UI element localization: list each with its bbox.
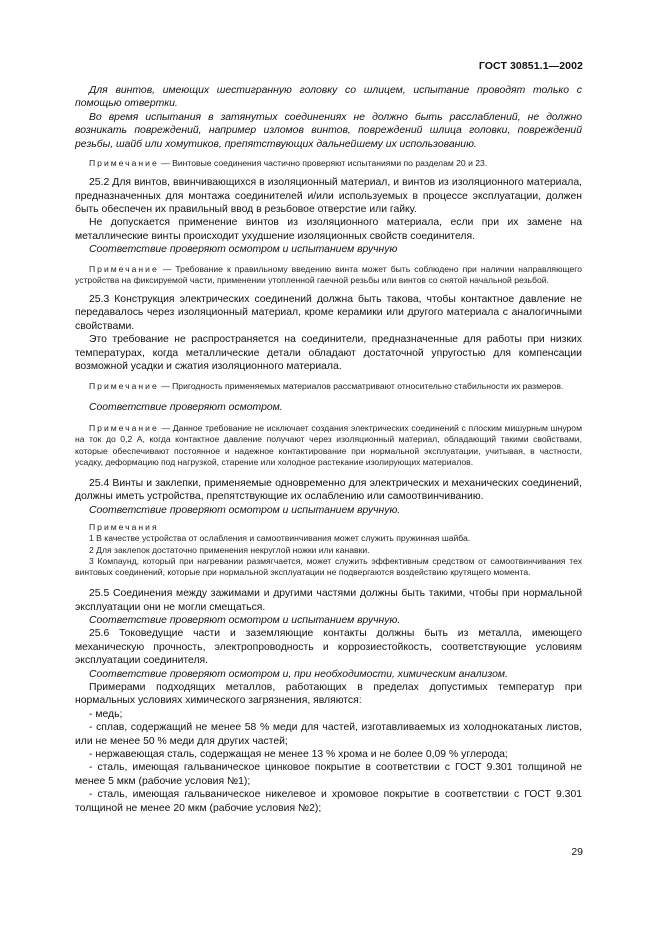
body-paragraph: 25.5 Соединения между зажимами и другими частями должны быть такими, чтобы при нормальной эксплуатации они не могли смещаться. [75,588,582,613]
note-paragraph [75,522,582,533]
body-paragraph: 25.3 Конструкция электрических соединений должна быть такова, чтобы контактное давление не передавалось через изоляционный материал, кроме керамики или другого материала с аналогичными свойствами. [75,294,582,332]
spacer [75,169,582,176]
note-label: Примечание [89,423,159,434]
note-label: Примечание [89,158,159,169]
spacer [75,578,582,587]
body-paragraph: Примерами подходящих металлов, работающих в пределах допустимых температур при нормальных условиях химического загрязнения, являются: [75,682,582,707]
body-paragraph: Соответствие проверяют осмотром. [89,401,283,413]
note-item: 3 Компаунд, который при нагревании размягчается, может служить эффективным средством от самоотвинчивания тех винтовых соединений, которые при нормальной эксплуатации не подвергаются воздействию крутящего момента. [75,555,582,577]
body-paragraph: 25.6 Токоведущие части и заземляющие контакты должны быть из металла, имеющего механическую прочность, электропроводность и коррозиестойкость, соответствующие условиям эксплуатации соединителя. [75,628,582,667]
note-item: 2 Для заклепок достаточно применения некруглой ножки или канавки. [89,544,370,555]
spacer [75,151,582,158]
body-paragraph: Соответствие проверяют осмотром и испытанием вручную. [89,504,401,516]
note-paragraph [75,158,582,169]
body-paragraph: - медь; [89,708,123,720]
note-paragraph [75,381,582,392]
note-text: — Винтовые соединения частично проверяют испытаниями по разделам 20 и 23. [158,158,488,169]
note-label: Примечания [89,522,159,533]
note-text: — Требование к правильному введению винта может быть соблюдено при наличии направляющего устройства на фиксируемой части, применении утопленной гаечной резьбы или винтов со снятой начальной резьбой. [75,263,582,285]
body-paragraph: - сталь, имеющая гальваническое никелевое и хромовое покрытие в соответствии с ГОСТ 9.301 толщиной не менее 20 мкм (рабочие условия №2); [75,789,582,814]
spacer [75,286,582,293]
note-label: Примечание [89,263,159,274]
body-paragraph: - нержавеющая сталь, содержащая не менее 13 % хрома и не более 0,09 % углерода; [89,749,508,761]
document-body [75,84,582,815]
body-paragraph: Соответствие проверяют осмотром и испытанием вручную. [89,614,401,626]
body-paragraph: Это требование не распространяется на соединители, предназначенные для работы при низких температурах, когда металлические детали обладают достаточной упругостью для компенсации возможной усадки и сжатия изоляционного материала. [75,334,582,373]
body-paragraph: - сталь, имеющая гальваническое цинковое покрытие в соответствии с ГОСТ 9.301 толщиной не менее 5 мкм (рабочие условия №1); [75,762,582,787]
body-paragraph: Соответствие проверяют осмотром и испытанием вручную [89,244,398,256]
document-header: ГОСТ 30851.1—2002 [478,60,583,72]
note-paragraph [75,423,582,468]
spacer [75,392,582,401]
body-paragraph: Для винтов, имеющих шестигранную головку со шлицем, испытание проводят только с помощью отвертки. [75,85,582,110]
body-paragraph: - сплав, содержащий не менее 58 % меди для частей, изготавливаемых из холоднокатаных листов, или не менее 50 % меди для других частей; [75,722,582,747]
body-paragraph: 25.2 Для винтов, ввинчивающихся в изоляционный материал, и винтов из изоляционного материала, предназначенных для монтажа соединителей и/или используемых в процессе эксплуатации, должен быть обеспечен их правильный ввод в резьбовое отверстие или гайку. [75,177,582,216]
spacer [75,468,582,477]
spacer [75,414,582,423]
body-paragraph: Не допускается применение винтов из изоляционного материала, если при их замене на металлические винты происходит ухудшение изоляционных свойств соединителя. [75,217,582,242]
note-label: Примечание [89,380,159,391]
note-text: — Пригодность применяемых материалов рассматривают относительно стабильности их размеров. [158,380,564,391]
spacer [75,374,582,381]
note-paragraph [75,264,582,286]
body-paragraph: Соответствие проверяют осмотром и, при необходимости, химическим анализом. [89,668,508,680]
note-text: — Данное требование не исключает создания электрических соединений с плоским мишурным шнуром на ток до 0,2 А, когда контактное давление получают через изоляционный материал, обладающий такими свойствами, которые обеспечивают постоянное и надежное контактирование при нормальной эксплуатации, учитывая, в частности, усадку, деформацию под нагрузкой, старение или холодное растекание изолирующих материалов. [75,423,582,467]
page-number: 29 [571,846,583,858]
body-paragraph: Во время испытания в затянутых соединениях не должно быть расслаблений, не должно возникать повреждений, например изломов винтов, повреждений шлица головки, повреждений резьбы, шайб или хомутиков, препятствующих дальнейшему их использованию. [75,111,582,150]
spacer [75,257,582,264]
note-item: 1 В качестве устройства от ослабления и самоотвинчивания может служить пружинная шайба. [89,533,471,544]
body-paragraph: 25.4 Винты и заклепки, применяемые одновременно для электрических и механических соединений, должны иметь устройства, препятствующие их ослаблению или самоотвинчиванию. [75,477,582,503]
